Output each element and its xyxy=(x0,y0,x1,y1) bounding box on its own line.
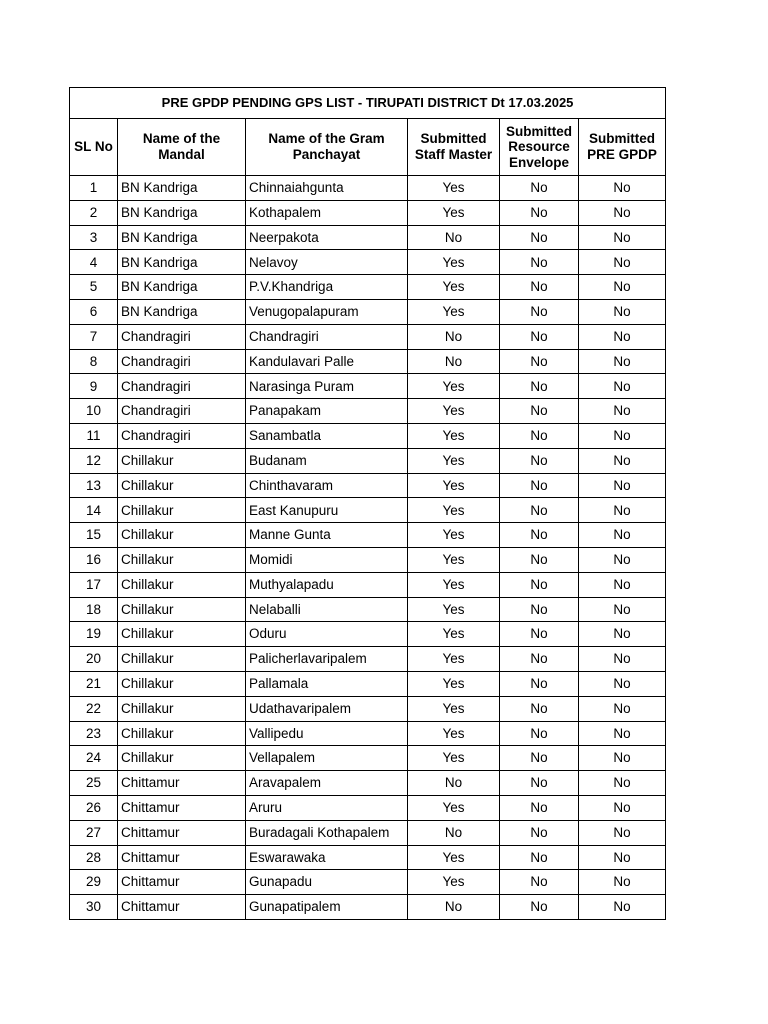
header-resource-envelope: Submitted Resource Envelope xyxy=(500,119,579,176)
mandal-cell: Chittamur xyxy=(118,820,246,845)
sl-no-cell: 23 xyxy=(70,721,118,746)
mandal-cell: Chittamur xyxy=(118,845,246,870)
mandal-cell: Chillakur xyxy=(118,498,246,523)
staff-master-cell: No xyxy=(408,895,500,920)
table-row xyxy=(70,299,666,324)
sl-no-cell: 8 xyxy=(70,349,118,374)
gram-panchayat-cell: P.V.Khandriga xyxy=(246,275,408,300)
mandal-cell: Chillakur xyxy=(118,547,246,572)
pre-gpdp-cell: No xyxy=(579,275,666,300)
mandal-cell: Chittamur xyxy=(118,895,246,920)
resource-envelope-cell: No xyxy=(500,374,579,399)
resource-envelope-cell: No xyxy=(500,299,579,324)
staff-master-cell: Yes xyxy=(408,671,500,696)
gram-panchayat-cell: Sanambatla xyxy=(246,423,408,448)
resource-envelope-cell: No xyxy=(500,597,579,622)
gram-panchayat-cell: Buradagali Kothapalem xyxy=(246,820,408,845)
table-body xyxy=(70,176,666,920)
gram-panchayat-cell: Neerpakota xyxy=(246,225,408,250)
pre-gpdp-cell: No xyxy=(579,820,666,845)
table-row xyxy=(70,771,666,796)
sl-no-cell: 25 xyxy=(70,771,118,796)
sl-no-cell: 1 xyxy=(70,176,118,201)
sl-no-cell: 27 xyxy=(70,820,118,845)
sl-no-cell: 24 xyxy=(70,746,118,771)
mandal-cell: Chandragiri xyxy=(118,324,246,349)
mandal-cell: BN Kandriga xyxy=(118,200,246,225)
sl-no-cell: 13 xyxy=(70,473,118,498)
gram-panchayat-cell: Momidi xyxy=(246,547,408,572)
sl-no-cell: 9 xyxy=(70,374,118,399)
sl-no-cell: 20 xyxy=(70,647,118,672)
title-row xyxy=(70,88,666,119)
staff-master-cell: Yes xyxy=(408,572,500,597)
gram-panchayat-cell: Chinthavaram xyxy=(246,473,408,498)
resource-envelope-cell: No xyxy=(500,771,579,796)
gram-panchayat-cell: Aruru xyxy=(246,795,408,820)
pre-gpdp-cell: No xyxy=(579,895,666,920)
table-row xyxy=(70,275,666,300)
staff-master-cell: No xyxy=(408,771,500,796)
gram-panchayat-cell: Nelaballi xyxy=(246,597,408,622)
sl-no-cell: 11 xyxy=(70,423,118,448)
gram-panchayat-cell: East Kanupuru xyxy=(246,498,408,523)
gram-panchayat-cell: Muthyalapadu xyxy=(246,572,408,597)
gram-panchayat-cell: Manne Gunta xyxy=(246,523,408,548)
staff-master-cell: Yes xyxy=(408,374,500,399)
pre-gpdp-cell: No xyxy=(579,299,666,324)
sl-no-cell: 30 xyxy=(70,895,118,920)
resource-envelope-cell: No xyxy=(500,349,579,374)
resource-envelope-cell: No xyxy=(500,176,579,201)
resource-envelope-cell: No xyxy=(500,870,579,895)
sl-no-cell: 12 xyxy=(70,448,118,473)
table-row xyxy=(70,250,666,275)
resource-envelope-cell: No xyxy=(500,200,579,225)
staff-master-cell: Yes xyxy=(408,547,500,572)
sl-no-cell: 4 xyxy=(70,250,118,275)
table-row xyxy=(70,671,666,696)
staff-master-cell: Yes xyxy=(408,647,500,672)
gram-panchayat-cell: Kandulavari Palle xyxy=(246,349,408,374)
sl-no-cell: 2 xyxy=(70,200,118,225)
pre-gpdp-cell: No xyxy=(579,771,666,796)
gram-panchayat-cell: Palicherlavaripalem xyxy=(246,647,408,672)
gram-panchayat-cell: Oduru xyxy=(246,622,408,647)
staff-master-cell: Yes xyxy=(408,795,500,820)
pre-gpdp-cell: No xyxy=(579,696,666,721)
resource-envelope-cell: No xyxy=(500,448,579,473)
gram-panchayat-cell: Nelavoy xyxy=(246,250,408,275)
mandal-cell: Chillakur xyxy=(118,448,246,473)
pre-gpdp-cell: No xyxy=(579,572,666,597)
resource-envelope-cell: No xyxy=(500,225,579,250)
mandal-cell: Chittamur xyxy=(118,870,246,895)
mandal-cell: Chandragiri xyxy=(118,349,246,374)
mandal-cell: BN Kandriga xyxy=(118,275,246,300)
sl-no-cell: 28 xyxy=(70,845,118,870)
gram-panchayat-cell: Vellapalem xyxy=(246,746,408,771)
gram-panchayat-cell: Eswarawaka xyxy=(246,845,408,870)
staff-master-cell: Yes xyxy=(408,870,500,895)
table-row xyxy=(70,820,666,845)
resource-envelope-cell: No xyxy=(500,820,579,845)
pre-gpdp-cell: No xyxy=(579,176,666,201)
pre-gpdp-cell: No xyxy=(579,473,666,498)
resource-envelope-cell: No xyxy=(500,746,579,771)
table-row xyxy=(70,324,666,349)
staff-master-cell: No xyxy=(408,349,500,374)
mandal-cell: Chittamur xyxy=(118,795,246,820)
staff-master-cell: Yes xyxy=(408,597,500,622)
sl-no-cell: 5 xyxy=(70,275,118,300)
sl-no-cell: 16 xyxy=(70,547,118,572)
mandal-cell: Chillakur xyxy=(118,523,246,548)
pre-gpdp-cell: No xyxy=(579,374,666,399)
resource-envelope-cell: No xyxy=(500,647,579,672)
mandal-cell: Chillakur xyxy=(118,671,246,696)
pre-gpdp-cell: No xyxy=(579,250,666,275)
staff-master-cell: Yes xyxy=(408,498,500,523)
staff-master-cell: No xyxy=(408,225,500,250)
staff-master-cell: Yes xyxy=(408,275,500,300)
pre-gpdp-cell: No xyxy=(579,225,666,250)
sl-no-cell: 15 xyxy=(70,523,118,548)
pre-gpdp-cell: No xyxy=(579,721,666,746)
pre-gpdp-cell: No xyxy=(579,523,666,548)
staff-master-cell: Yes xyxy=(408,622,500,647)
table-row xyxy=(70,572,666,597)
staff-master-cell: Yes xyxy=(408,200,500,225)
mandal-cell: Chillakur xyxy=(118,622,246,647)
gram-panchayat-cell: Pallamala xyxy=(246,671,408,696)
staff-master-cell: No xyxy=(408,324,500,349)
resource-envelope-cell: No xyxy=(500,324,579,349)
mandal-cell: Chillakur xyxy=(118,746,246,771)
header-mandal: Name of the Mandal xyxy=(118,119,246,176)
pre-gpdp-cell: No xyxy=(579,399,666,424)
staff-master-cell: Yes xyxy=(408,448,500,473)
table-row xyxy=(70,200,666,225)
sl-no-cell: 29 xyxy=(70,870,118,895)
pre-gpdp-cell: No xyxy=(579,547,666,572)
pre-gpdp-cell: No xyxy=(579,324,666,349)
mandal-cell: Chillakur xyxy=(118,721,246,746)
mandal-cell: BN Kandriga xyxy=(118,176,246,201)
staff-master-cell: Yes xyxy=(408,746,500,771)
gram-panchayat-cell: Gunapatipalem xyxy=(246,895,408,920)
table-row xyxy=(70,547,666,572)
mandal-cell: Chillakur xyxy=(118,696,246,721)
table-row xyxy=(70,448,666,473)
table-row xyxy=(70,845,666,870)
pre-gpdp-cell: No xyxy=(579,671,666,696)
pre-gpdp-cell: No xyxy=(579,746,666,771)
staff-master-cell: Yes xyxy=(408,176,500,201)
resource-envelope-cell: No xyxy=(500,845,579,870)
resource-envelope-cell: No xyxy=(500,721,579,746)
staff-master-cell: Yes xyxy=(408,473,500,498)
staff-master-cell: Yes xyxy=(408,299,500,324)
pre-gpdp-cell: No xyxy=(579,448,666,473)
pre-gpdp-cell: No xyxy=(579,870,666,895)
pending-gps-table xyxy=(69,87,666,920)
mandal-cell: BN Kandriga xyxy=(118,225,246,250)
gram-panchayat-cell: Panapakam xyxy=(246,399,408,424)
table-row xyxy=(70,176,666,201)
sl-no-cell: 6 xyxy=(70,299,118,324)
table-row xyxy=(70,349,666,374)
table-row xyxy=(70,399,666,424)
resource-envelope-cell: No xyxy=(500,250,579,275)
table-row xyxy=(70,523,666,548)
sl-no-cell: 17 xyxy=(70,572,118,597)
header-sl-no: SL No xyxy=(70,119,118,176)
table-row xyxy=(70,423,666,448)
staff-master-cell: Yes xyxy=(408,423,500,448)
pre-gpdp-cell: No xyxy=(579,349,666,374)
table-row xyxy=(70,622,666,647)
sl-no-cell: 3 xyxy=(70,225,118,250)
resource-envelope-cell: No xyxy=(500,498,579,523)
pre-gpdp-cell: No xyxy=(579,845,666,870)
mandal-cell: BN Kandriga xyxy=(118,299,246,324)
staff-master-cell: Yes xyxy=(408,250,500,275)
mandal-cell: Chillakur xyxy=(118,473,246,498)
table-row xyxy=(70,597,666,622)
staff-master-cell: Yes xyxy=(408,523,500,548)
pre-gpdp-cell: No xyxy=(579,200,666,225)
sl-no-cell: 22 xyxy=(70,696,118,721)
resource-envelope-cell: No xyxy=(500,696,579,721)
sl-no-cell: 21 xyxy=(70,671,118,696)
table-row xyxy=(70,498,666,523)
resource-envelope-cell: No xyxy=(500,795,579,820)
sl-no-cell: 7 xyxy=(70,324,118,349)
table-title: PRE GPDP PENDING GPS LIST - TIRUPATI DISTRICT Dt 17.03.2025 xyxy=(70,88,666,119)
gram-panchayat-cell: Narasinga Puram xyxy=(246,374,408,399)
gram-panchayat-cell: Gunapadu xyxy=(246,870,408,895)
gram-panchayat-cell: Venugopalapuram xyxy=(246,299,408,324)
staff-master-cell: Yes xyxy=(408,399,500,424)
table-row xyxy=(70,895,666,920)
resource-envelope-cell: No xyxy=(500,572,579,597)
resource-envelope-cell: No xyxy=(500,423,579,448)
table-row xyxy=(70,870,666,895)
header-staff-master: Submitted Staff Master xyxy=(408,119,500,176)
resource-envelope-cell: No xyxy=(500,671,579,696)
pre-gpdp-cell: No xyxy=(579,498,666,523)
staff-master-cell: No xyxy=(408,820,500,845)
staff-master-cell: Yes xyxy=(408,696,500,721)
gram-panchayat-cell: Aravapalem xyxy=(246,771,408,796)
table-row xyxy=(70,696,666,721)
pre-gpdp-cell: No xyxy=(579,423,666,448)
pre-gpdp-cell: No xyxy=(579,622,666,647)
mandal-cell: Chandragiri xyxy=(118,423,246,448)
table-row xyxy=(70,225,666,250)
gram-panchayat-cell: Budanam xyxy=(246,448,408,473)
resource-envelope-cell: No xyxy=(500,473,579,498)
header-row xyxy=(70,119,666,176)
resource-envelope-cell: No xyxy=(500,895,579,920)
table-row xyxy=(70,647,666,672)
pre-gpdp-cell: No xyxy=(579,597,666,622)
mandal-cell: Chillakur xyxy=(118,597,246,622)
resource-envelope-cell: No xyxy=(500,523,579,548)
header-pre-gpdp: Submitted PRE GPDP xyxy=(579,119,666,176)
mandal-cell: Chittamur xyxy=(118,771,246,796)
gram-panchayat-cell: Vallipedu xyxy=(246,721,408,746)
staff-master-cell: Yes xyxy=(408,845,500,870)
gram-panchayat-cell: Udathavaripalem xyxy=(246,696,408,721)
gram-panchayat-cell: Kothapalem xyxy=(246,200,408,225)
pre-gpdp-cell: No xyxy=(579,795,666,820)
sl-no-cell: 19 xyxy=(70,622,118,647)
resource-envelope-cell: No xyxy=(500,275,579,300)
mandal-cell: BN Kandriga xyxy=(118,250,246,275)
resource-envelope-cell: No xyxy=(500,399,579,424)
table-row xyxy=(70,746,666,771)
mandal-cell: Chillakur xyxy=(118,647,246,672)
table-row xyxy=(70,374,666,399)
gram-panchayat-cell: Chinnaiahgunta xyxy=(246,176,408,201)
mandal-cell: Chandragiri xyxy=(118,374,246,399)
table-row xyxy=(70,473,666,498)
header-gram-panchayat: Name of the Gram Panchayat xyxy=(246,119,408,176)
sl-no-cell: 18 xyxy=(70,597,118,622)
sl-no-cell: 26 xyxy=(70,795,118,820)
table-row xyxy=(70,795,666,820)
resource-envelope-cell: No xyxy=(500,622,579,647)
pre-gpdp-cell: No xyxy=(579,647,666,672)
mandal-cell: Chandragiri xyxy=(118,399,246,424)
staff-master-cell: Yes xyxy=(408,721,500,746)
gram-panchayat-cell: Chandragiri xyxy=(246,324,408,349)
mandal-cell: Chillakur xyxy=(118,572,246,597)
sl-no-cell: 10 xyxy=(70,399,118,424)
table-row xyxy=(70,721,666,746)
resource-envelope-cell: No xyxy=(500,547,579,572)
sl-no-cell: 14 xyxy=(70,498,118,523)
